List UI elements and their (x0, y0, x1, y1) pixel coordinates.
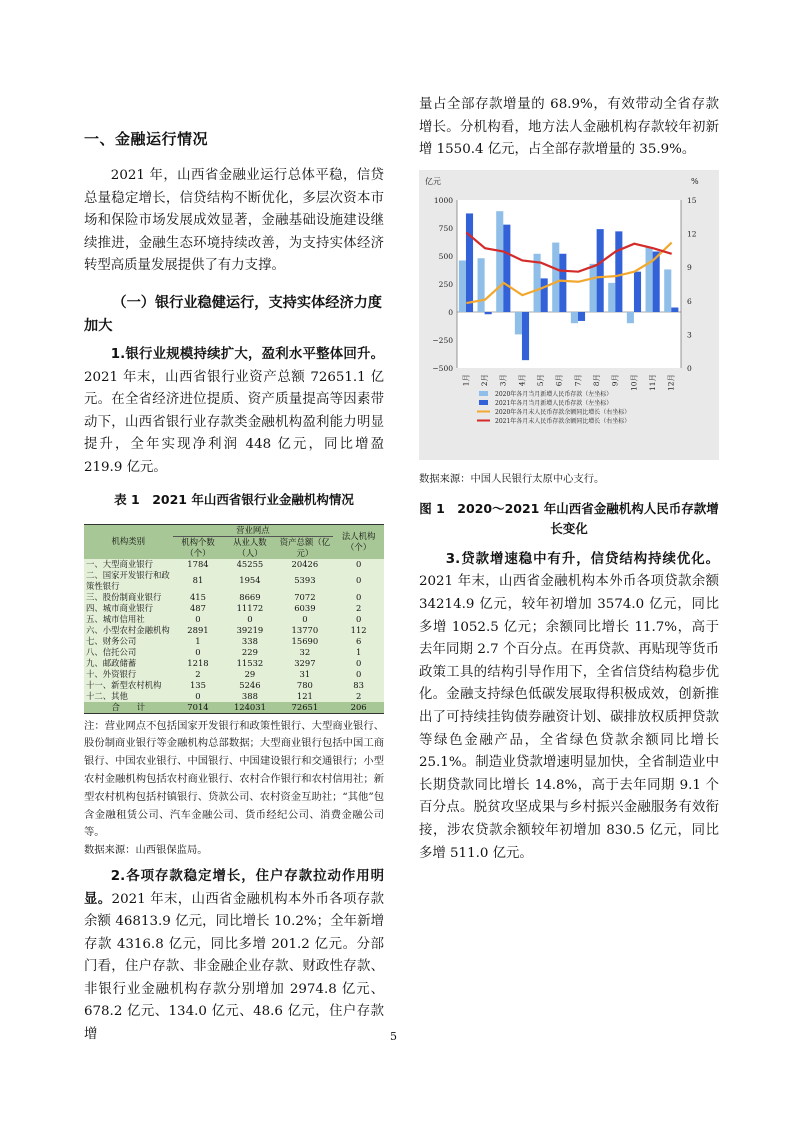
row-cell: 83 (333, 680, 384, 691)
head-count: 机构个数（个） (173, 536, 224, 559)
table-row (84, 592, 384, 603)
row-cell: 39219 (223, 625, 276, 636)
x-tick-label: 10月 (629, 373, 639, 391)
row-cell: 388 (223, 691, 276, 702)
bar-mark (496, 211, 503, 312)
row-cell: 1 (173, 636, 224, 647)
row-cell: 5246 (223, 680, 276, 691)
table-row (84, 680, 384, 691)
bar-mark (559, 254, 566, 312)
row-label: 四、城市商业银行 (84, 603, 173, 614)
total-count: 7014 (173, 702, 224, 713)
row-label: 二、国家开发银行和政策性银行 (84, 570, 173, 592)
row-cell: 11532 (223, 658, 276, 669)
paragraph-2-body: 2021 年末，山西省金融机构本外币各项存款余额 46813.9 亿元，同比增长 10.2%；全年新增存款 4316.8 亿元，同比多增 201.2 亿元。分部门看，住户存款、非金融企业存款、财政性存款、非银行业金融机构存款分别增加 2974.8 亿元、678.2 亿元、134.0 亿元、48.6 亿元，住户存款增 (84, 891, 384, 1043)
row-cell: 780 (277, 680, 334, 691)
row-cell: 2891 (173, 625, 224, 636)
x-tick-label: 7月 (573, 373, 583, 387)
x-tick-label: 8月 (592, 373, 601, 387)
table-source: 数据来源：山西银保监局。 (84, 844, 208, 857)
row-cell: 1954 (223, 570, 276, 592)
bar-mark (590, 264, 597, 312)
left-tick-label: 750 (438, 223, 453, 233)
total-staff: 124031 (223, 702, 276, 713)
paragraph-1 (84, 344, 384, 480)
table-row (84, 603, 384, 614)
paragraph-2-lead: 2.各项存款稳定增长，住户存款拉动作用明显。 (84, 868, 384, 907)
table-row (84, 625, 384, 636)
x-tick-label: 2月 (480, 373, 489, 387)
row-cell: 1784 (173, 559, 224, 570)
row-cell: 2 (333, 691, 384, 702)
bar-mark (597, 229, 604, 312)
row-cell: 229 (223, 647, 276, 658)
row-cell: 2 (173, 669, 224, 680)
bar-mark (485, 312, 492, 314)
bar-mark (515, 312, 522, 334)
table-caption: 表 1 2021 年山西省银行业金融机构情况 (114, 491, 354, 507)
table-row (84, 636, 384, 647)
x-tick-label: 11月 (648, 373, 657, 391)
legend-label: 2021年各月末人民币存款余额同比增长（右坐标） (495, 417, 631, 425)
row-cell: 338 (223, 636, 276, 647)
row-label: 十、外资银行 (84, 669, 173, 680)
paragraph-1-body: 2021 年末，山西省银行业资产总额 72651.1 亿元。在全省经济进位提质、资产质量提高等因素带动下，山西省银行业存款类金融机构盈利能力明显提升，全年实现净利润 448 亿元，同比增盈 219.9 亿元。 (84, 369, 384, 475)
row-cell: 29 (223, 669, 276, 680)
right-unit-label: % (691, 176, 699, 186)
row-cell: 0 (333, 559, 384, 570)
left-tick-label: 1000 (433, 195, 453, 205)
bar-mark (578, 312, 585, 321)
row-cell: 415 (173, 592, 224, 603)
bar-mark (571, 312, 578, 323)
head-staff: 从业人数（人） (223, 536, 276, 559)
legend-label: 2020年各月当月新增人民币存款（左坐标） (495, 390, 613, 398)
bar-mark (503, 224, 510, 311)
row-cell: 11172 (223, 603, 276, 614)
legend-label: 2020年各月末人民币存款余额同比增长（右坐标） (495, 408, 631, 416)
bar-mark (541, 278, 548, 312)
x-tick-label: 5月 (536, 373, 545, 387)
head-group: 营业网点 (173, 525, 334, 537)
paragraph-3-lead: 3.贷款增速稳中有升，信贷结构持续优化。 (445, 551, 719, 567)
row-cell: 20426 (277, 559, 334, 570)
left-tick-label: 250 (438, 279, 453, 289)
page-number: 5 (390, 1030, 397, 1043)
paragraph-3-body: 2021 年末，山西省金融机构本外币各项贷款余额 34214.9 亿元，较年初增加 3574.0 亿元，同比多增 1052.5 亿元；余额同比增长 11.7%，高于去年同期 2.7 个百分点。在再贷款、再贴现等货币政策工具的结构引导作用下，全省信贷结构稳步优化。金融支持绿色低碳发展取得积极成效，创新推出了可持续挂钩债券融资计划、碳排放权质押贷款等绿色金融产品，全省绿色贷款余额同比增长 25.1%。制造业贷款增速明显加快，全省制造业中长期贷款同比增长 14.8%，高于去年同期 9.1 个百分点。脱贫攻坚成果与乡村振兴金融服务有效衔接，涉农贷款余额较年初增加 830.5 亿元，同比多增 511.0 亿元。 (419, 574, 719, 861)
row-cell: 7072 (277, 592, 334, 603)
table-total-row (84, 702, 384, 713)
subsection-title: （一）银行业稳健运行，支持实体经济力度加大 (84, 294, 382, 334)
paragraph-1-lead: 1.银行业规模持续扩大，盈利水平整体回升。 (110, 346, 384, 362)
section-title: 一、金融运行情况 (84, 130, 209, 148)
paragraph-2-continued: 量占全部存款增量的 68.9%，有效带动全省存款增长。分机构看，地方法人金融机构存款较年初新增 1550.4 亿元，占全部存款增量的 35.9%。 (419, 97, 719, 158)
row-label: 五、城市信用社 (84, 614, 173, 625)
table-row (84, 614, 384, 625)
bar-mark (646, 247, 653, 312)
left-tick-label: 0 (448, 307, 453, 317)
bar-mark (466, 213, 473, 312)
row-label: 八、信托公司 (84, 647, 173, 658)
row-cell: 0 (223, 614, 276, 625)
row-cell: 31 (277, 669, 334, 680)
left-tick-label: 500 (438, 251, 453, 261)
row-cell: 3297 (277, 658, 334, 669)
row-cell: 8669 (223, 592, 276, 603)
chart-svg (419, 170, 719, 460)
row-label: 九、邮政储蓄 (84, 658, 173, 669)
x-tick-label: 9月 (610, 373, 620, 387)
head-legal: 法人机构（个） (333, 525, 384, 559)
table-row (84, 669, 384, 680)
right-tick-label: 6 (687, 296, 692, 306)
row-cell: 0 (173, 691, 224, 702)
bar-mark (478, 258, 485, 312)
row-cell: 1 (333, 647, 384, 658)
row-cell: 112 (333, 625, 384, 636)
row-cell: 45255 (223, 559, 276, 570)
row-cell: 0 (333, 592, 384, 603)
row-cell: 15690 (277, 636, 334, 647)
x-tick-label: 6月 (554, 373, 564, 387)
figure-source: 数据来源：中国人民银行太原中心支行。 (419, 472, 605, 485)
row-cell: 6 (333, 636, 384, 647)
table-row (84, 647, 384, 658)
row-label: 六、小型农村金融机构 (84, 625, 173, 636)
table-row (84, 658, 384, 669)
table-note: 注：营业网点不包括国家开发银行和政策性银行、大型商业银行、股份制商业银行等金融机构总部数据；大型商业银行包括中国工商银行、中国农业银行、中国银行、中国建设银行和交通银行；小型农村金融机构包括农村商业银行、农村合作银行和农村信用社；新型农村机构包括村镇银行、贷款公司、农村资金互助社；“其他”包含金融租赁公司、汽车金融公司、货币经纪公司、消费金融公司等。 (84, 719, 384, 839)
bar-mark (608, 283, 615, 312)
legend-swatch (479, 400, 488, 405)
legend-swatch (479, 391, 488, 396)
left-column (84, 118, 384, 1047)
table-row (84, 570, 384, 592)
x-tick-label: 1月 (461, 373, 471, 387)
right-tick-label: 9 (687, 262, 692, 272)
row-cell: 135 (173, 680, 224, 691)
row-label: 三、股份制商业银行 (84, 592, 173, 603)
bar-mark (615, 231, 622, 312)
intro-paragraph: 2021 年，山西省金融业运行总体平稳，信贷总量稳定增长，信贷结构不断优化，多层次资本市场和保险市场发展成效显著，金融基础设施建设继续推进，金融生态环境持续改善，为支持实体经济转型高质量发展提供了有力支撑。 (84, 168, 384, 274)
row-cell: 13770 (277, 625, 334, 636)
deposit-chart (419, 170, 719, 460)
left-tick-label: −250 (432, 335, 453, 345)
bar-mark (459, 260, 466, 312)
row-cell: 0 (173, 647, 224, 658)
legend-label: 2021年各月当月新增人民币存款（左坐标） (495, 399, 613, 407)
right-tick-label: 0 (687, 363, 692, 373)
row-cell: 0 (333, 614, 384, 625)
bar-mark (671, 307, 678, 311)
paragraph-2 (84, 866, 384, 1047)
row-cell: 81 (173, 570, 224, 592)
x-tick-label: 4月 (517, 373, 527, 387)
row-cell: 1218 (173, 658, 224, 669)
left-unit-label: 亿元 (425, 176, 441, 186)
total-assets: 72651 (277, 702, 334, 713)
head-type: 机构类别 (84, 525, 173, 559)
table-row (84, 691, 384, 702)
bar-mark (664, 269, 671, 312)
right-tick-label: 15 (687, 195, 697, 205)
right-tick-label: 12 (687, 229, 697, 239)
row-cell: 0 (277, 614, 334, 625)
right-tick-label: 3 (687, 330, 692, 340)
bar-mark (627, 312, 634, 323)
row-cell: 5393 (277, 570, 334, 592)
row-cell: 0 (333, 658, 384, 669)
figure-caption: 图 1 2020～2021 年山西省金融机构人民币存款增长变化 (419, 500, 719, 536)
paragraph-3 (419, 549, 719, 865)
bar-mark (634, 271, 641, 311)
bar-mark (522, 312, 529, 360)
row-cell: 0 (333, 570, 384, 592)
row-cell: 0 (173, 614, 224, 625)
left-tick-label: −500 (432, 363, 453, 373)
table-row (84, 559, 384, 570)
row-label: 十二、其他 (84, 691, 173, 702)
bar-mark (552, 242, 559, 311)
row-cell: 32 (277, 647, 334, 658)
row-cell: 121 (277, 691, 334, 702)
row-cell: 0 (333, 669, 384, 680)
total-label: 合 计 (84, 702, 173, 713)
head-assets: 资产总额（亿元） (277, 536, 334, 559)
row-label: 七、财务公司 (84, 636, 173, 647)
total-legal: 206 (333, 702, 384, 713)
row-cell: 2 (333, 603, 384, 614)
row-cell: 6039 (277, 603, 334, 614)
row-label: 一、大型商业银行 (84, 559, 173, 570)
x-tick-label: 12月 (666, 373, 676, 391)
x-tick-label: 3月 (498, 373, 508, 387)
row-label: 十一、新型农村机构 (84, 680, 173, 691)
institution-table (84, 524, 384, 714)
right-column (419, 94, 719, 865)
row-cell: 487 (173, 603, 224, 614)
